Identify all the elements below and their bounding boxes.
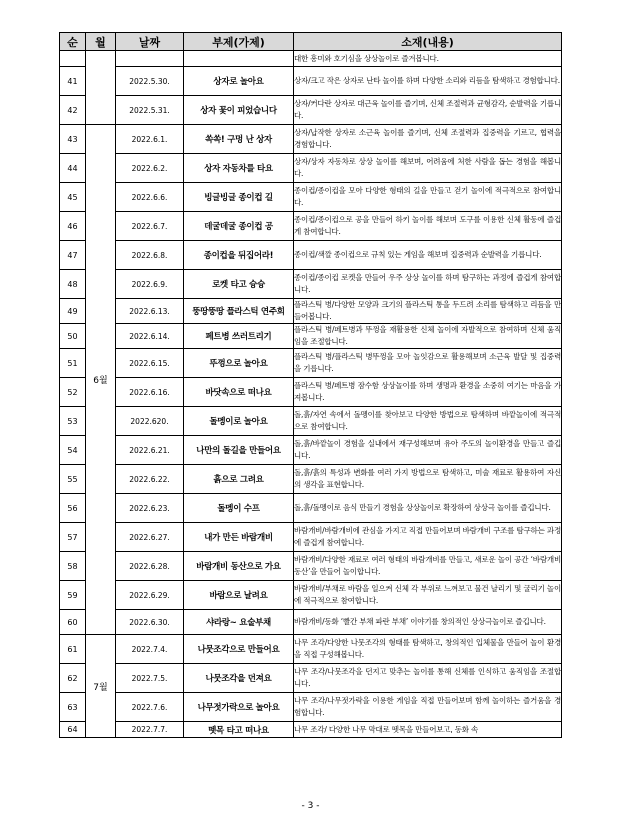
cell-no: 55 (60, 465, 86, 494)
header-date: 날짜 (116, 33, 184, 51)
cell-no: 45 (60, 183, 86, 212)
cell-date: 2022.6.6. (116, 183, 184, 212)
table-row (60, 722, 562, 738)
table-row (60, 125, 562, 154)
cell-content: 플라스틱 병/페트병 잠수함 상상놀이를 하며 생명과 환경을 소중히 여기는 마음을 가져봅니다. (294, 378, 562, 407)
cell-content: 바람개비/바람개비에 관심을 가지고 직접 만들어보며 바람개비 구조를 탐구하는 과정에 즐겁게 참여합니다. (294, 523, 562, 552)
cell-date: 2022.6.28. (116, 552, 184, 581)
header-row (60, 33, 562, 51)
cell-title: 샤라랑~ 요술부채 (184, 610, 294, 635)
cell-no: 54 (60, 436, 86, 465)
cell-no: 53 (60, 407, 86, 436)
cell-no: 63 (60, 693, 86, 722)
cell-month-july: 7월 (86, 635, 116, 738)
cell-title: 쏙쏙! 구멍 난 상자 (184, 125, 294, 154)
cell-date: 2022.7.6. (116, 693, 184, 722)
cell-no: 48 (60, 270, 86, 299)
table-row (60, 581, 562, 610)
cell-date: 2022.5.30. (116, 67, 184, 96)
cell-title: 뚜껑으로 놀아요 (184, 349, 294, 378)
cell-content: 상자/납작한 상자로 소근육 놀이를 즐기며, 신체 조절력과 집중력을 기르고, 협력을 경험합니다. (294, 125, 562, 154)
cell-date: 2022.6.30. (116, 610, 184, 635)
page-number: - 3 - (301, 801, 320, 811)
cell-content: 바람개비/부채로 바람을 일으켜 신체 각 부위로 느껴보고 물건 날리기 및 굴리기 놀이에 적극적으로 참여합니다. (294, 581, 562, 610)
cell-title: 바람개비 동산으로 가요 (184, 552, 294, 581)
cell-no: 59 (60, 581, 86, 610)
cell-date: 2022.6.21. (116, 436, 184, 465)
cell-title: 상자로 놀아요 (184, 67, 294, 96)
cell-title: 나뭇조각으로 만들어요 (184, 635, 294, 664)
cell-date: 2022.6.13. (116, 299, 184, 324)
cell-date: 2022.6.22. (116, 465, 184, 494)
cell-no: 58 (60, 552, 86, 581)
table-row (60, 212, 562, 241)
cell-content: 상자/상자 자동차로 상상 놀이를 해보며, 어려움에 처한 사람을 돕는 경험을 해봅니다. (294, 154, 562, 183)
cell-title (184, 51, 294, 67)
cell-title: 페트병 쓰러트리기 (184, 324, 294, 349)
cell-date: 2022.6.1. (116, 125, 184, 154)
cell-date: 2022.6.23. (116, 494, 184, 523)
cell-title: 상자 꽃이 피었습니다 (184, 96, 294, 125)
table-row (60, 324, 562, 349)
table-row (60, 299, 562, 324)
cell-no: 57 (60, 523, 86, 552)
cell-no: 47 (60, 241, 86, 270)
cell-title: 뚱땅뚱땅 플라스틱 연주회 (184, 299, 294, 324)
cell-content: 돌,흙/흙의 특성과 변화를 여러 가지 방법으로 탐색하고, 미술 재료로 활용하여 자신의 생각을 표현합니다. (294, 465, 562, 494)
cell-content: 바람개비/다양한 재료로 여러 형태의 바람개비를 만들고, 새로운 놀이 공간 ‘바람개비 동산’을 만들어 놀이합니다. (294, 552, 562, 581)
table-row (60, 67, 562, 96)
table-row (60, 465, 562, 494)
cell-date: 2022.7.5. (116, 664, 184, 693)
cell-content: 플라스틱 병/다양한 모양과 크기의 플라스틱 통을 두드려 소리를 탐색하고 리듬을 만들어봅니다. (294, 299, 562, 324)
cell-title: 데굴데굴 종이컵 공 (184, 212, 294, 241)
cell-content: 돌,흙/자연 속에서 돌멩이를 찾아보고 다양한 방법으로 탐색하며 바깥놀이에 적극적으로 참여합니다. (294, 407, 562, 436)
cell-content: 종이컵/종이컵을 모아 다양한 형태의 길을 만들고 걷기 놀이에 적극적으로 참여합니다. (294, 183, 562, 212)
cell-no: 42 (60, 96, 86, 125)
cell-no: 50 (60, 324, 86, 349)
cell-date: 2022.6.29. (116, 581, 184, 610)
cell-content: 대한 흥미와 호기심을 상상놀이로 즐겨봅니다. (294, 51, 562, 67)
table-row (60, 378, 562, 407)
cell-month-june: 6월 (86, 125, 116, 635)
cell-content: 돌,흙/바깥놀이 경험을 실내에서 재구성해보며 유아 주도의 놀이환경을 만들고 즐깁니다. (294, 436, 562, 465)
cell-content: 플라스틱 병/페트병과 뚜껑을 재활용한 신체 놀이에 자발적으로 참여하며 신체 움직임을 조절합니다. (294, 324, 562, 349)
cell-no: 64 (60, 722, 86, 738)
cell-title: 뗏목 타고 떠나요 (184, 722, 294, 738)
table-row (60, 436, 562, 465)
cell-title: 로켓 타고 슝슝 (184, 270, 294, 299)
table-row (60, 96, 562, 125)
cell-no: 60 (60, 610, 86, 635)
cell-content: 플라스틱 병/플라스틱 병뚜껑을 모아 놀잇감으로 활용해보며 소근육 발달 및 집중력을 기릅니다. (294, 349, 562, 378)
table-row (60, 270, 562, 299)
cell-content: 상자/크고 작은 상자로 난타 놀이를 하며 다양한 소리와 리듬을 탐색하고 경험합니다. (294, 67, 562, 96)
cell-month (86, 51, 116, 67)
cell-content: 나무 조각/나뭇조각을 던지고 맞추는 놀이를 통해 신체를 인식하고 움직임을 조절합니다. (294, 664, 562, 693)
cell-date: 2022.7.7. (116, 722, 184, 738)
header-subtitle: 부제(가제) (184, 33, 294, 51)
cell-date: 2022.6.9. (116, 270, 184, 299)
table-row-continuation (60, 51, 562, 67)
cell-content: 상자/커다란 상자로 대근육 놀이를 즐기며, 신체 조절력과 균형감각, 순발력을 기릅니다. (294, 96, 562, 125)
cell-date: 2022.6.14. (116, 324, 184, 349)
cell-date: 2022.7.4. (116, 635, 184, 664)
cell-title: 바닷속으로 떠나요 (184, 378, 294, 407)
cell-title: 바람으로 날려요 (184, 581, 294, 610)
schedule-table (59, 32, 562, 738)
cell-date: 2022.6.2. (116, 154, 184, 183)
table-row (60, 664, 562, 693)
cell-no: 49 (60, 299, 86, 324)
cell-no: 62 (60, 664, 86, 693)
table-row (60, 523, 562, 552)
schedule-body (60, 51, 562, 738)
cell-no: 61 (60, 635, 86, 664)
cell-date (116, 51, 184, 67)
cell-no: 56 (60, 494, 86, 523)
header-month: 월 (86, 33, 116, 51)
cell-title: 종이컵을 뒤집어라! (184, 241, 294, 270)
table-row (60, 552, 562, 581)
cell-date: 2022.6.7. (116, 212, 184, 241)
cell-date: 2022.6.16. (116, 378, 184, 407)
cell-content: 종이컵/색깔 종이컵으로 규칙 있는 게임을 해보며 집중력과 순발력을 기릅니다. (294, 241, 562, 270)
cell-content: 나무 조각/ 다양한 나무 막대로 뗏목을 만들어보고, 동화 속 (294, 722, 562, 738)
cell-date: 2022.5.31. (116, 96, 184, 125)
table-row (60, 154, 562, 183)
cell-month-empty (86, 67, 116, 125)
table-row (60, 183, 562, 212)
cell-content: 돌,흙/돌멩이로 음식 만들기 경험을 상상놀이로 확장하여 상상극 놀이를 즐깁니다. (294, 494, 562, 523)
cell-date: 2022.6.8. (116, 241, 184, 270)
cell-no: 51 (60, 349, 86, 378)
cell-date: 2022.6.15. (116, 349, 184, 378)
table-row (60, 610, 562, 635)
cell-content: 나무 조각/다양한 나뭇조각의 형태를 탐색하고, 창의적인 입체물을 만들어 놀이 환경을 직접 구성해봅니다. (294, 635, 562, 664)
table-row (60, 241, 562, 270)
cell-date: 2022.620. (116, 407, 184, 436)
cell-title: 돌멩이로 놀아요 (184, 407, 294, 436)
cell-title: 나만의 돌길을 만들어요 (184, 436, 294, 465)
cell-no: 46 (60, 212, 86, 241)
cell-title: 흙으로 그려요 (184, 465, 294, 494)
cell-no: 43 (60, 125, 86, 154)
cell-title: 상자 자동차를 타요 (184, 154, 294, 183)
cell-content: 바람개비/동화 ‘빨간 부채 파란 부채’ 이야기를 창의적인 상상극놀이로 즐깁니다. (294, 610, 562, 635)
table-row (60, 349, 562, 378)
cell-title: 나무젓가락으로 놀아요 (184, 693, 294, 722)
cell-content: 나무 조각/나무젓가락을 이용한 게임을 직접 만들어보며 함께 놀이하는 즐거움을 경험합니다. (294, 693, 562, 722)
cell-title: 돌멩이 수프 (184, 494, 294, 523)
table-row (60, 635, 562, 664)
header-no: 순 (60, 33, 86, 51)
cell-no: 52 (60, 378, 86, 407)
table-row (60, 407, 562, 436)
cell-date: 2022.6.27. (116, 523, 184, 552)
cell-no: 44 (60, 154, 86, 183)
table-row (60, 693, 562, 722)
cell-content: 종이컵/종이컵 로켓을 만들어 우주 상상 놀이를 하며 탐구하는 과정에 즐겁게 참여합니다. (294, 270, 562, 299)
header-content: 소재(내용) (294, 33, 562, 51)
table-row (60, 494, 562, 523)
cell-no: 41 (60, 67, 86, 96)
cell-no (60, 51, 86, 67)
cell-title: 나뭇조각을 던져요 (184, 664, 294, 693)
cell-content: 종이컵/종이컵으로 공을 만들어 하키 놀이를 해보며 도구를 이용한 신체 활동에 즐겁게 참여합니다. (294, 212, 562, 241)
cell-title: 내가 만든 바람개비 (184, 523, 294, 552)
cell-title: 빙글빙글 종이컵 길 (184, 183, 294, 212)
